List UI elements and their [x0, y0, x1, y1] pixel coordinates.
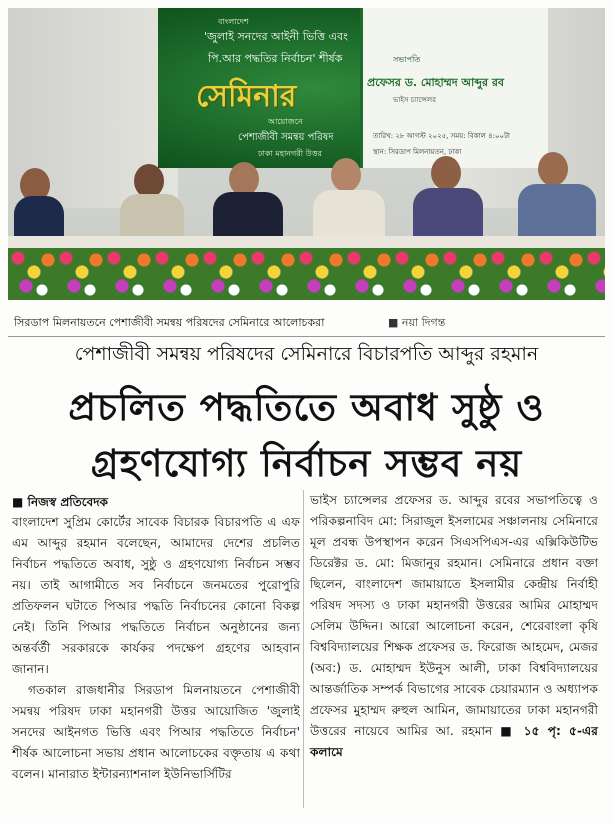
column-divider — [303, 490, 304, 808]
banner-topic-line2: পি.আর পদ্ধতির নির্বাচন' শীর্ষক — [208, 52, 343, 65]
caption-divider — [8, 336, 605, 337]
paragraph-2: গতকাল রাজধানীর সিরডাপ মিলনায়তনে পেশাজীবী সমন্বয় পরিষদ ঢাকা মহানগরী উত্তর আয়োজিত 'জুলাই সনদের আইনগত ভিত্তি এবং পিআর পদ্ধতিতে নির্বাচন' শীর্ষক আলোচনা সভায় প্রধান আলোচকের বক্তৃতায় এ কথা বলেন। মানারাত ইন্টারন্যাশনাল ইউনিভার্সিটির — [12, 683, 300, 781]
banner-organizer-top: বাংলাদেশ — [218, 17, 249, 26]
banner-chair-name: প্রফেসর ড. মোহাম্মদ আব্দুর রব — [367, 76, 505, 89]
photo-caption — [8, 312, 605, 332]
caption-text: সিরডাপ মিলনায়তনে পেশাজীবী সমন্বয় পরিষদের সেমিনারে আলোচকরা — [14, 316, 325, 329]
banner-date: তারিখ: ২৮ আগস্ট ২০২৫, সময়: বিকাল ৪:০০টা — [373, 132, 510, 140]
banner-seminar-title: সেমিনার — [196, 79, 297, 114]
caption-source: ■ নয়া দিগন্ত — [388, 316, 446, 329]
byline: ■ নিজস্ব প্রতিবেদক — [12, 495, 108, 509]
headline-line1: প্রচলিত পদ্ধতিতে অবাধ সুষ্ঠু ও — [68, 386, 545, 429]
shoulder-headline: পেশাজীবী সমন্বয় পরিষদের সেমিনারে বিচারপতি আব্দুর রহমান — [74, 343, 539, 365]
seminar-photo — [8, 8, 605, 300]
banner-place: স্থান: সিরডাপ মিলনায়তন, ঢাকা — [373, 148, 462, 156]
flower-arrangement — [8, 248, 605, 300]
banner-topic-line1: 'জুলাই সনদের আইনী ভিত্তি এবং — [204, 30, 348, 43]
seminar-banner — [158, 8, 548, 168]
paragraph-1: বাংলাদেশ সুপ্রিম কোর্টের সাবেক বিচারক বিচারপতি এ এফ এম আব্দুর রহমান বলেছেন, আমাদের দেশের প্রচলিত নির্বাচন পদ্ধতিতে অবাধ, সুষ্ঠু ও গ্রহণযোগ্য নির্বাচন সম্ভব নয়। তাই আগামীতে সব নির্বাচনে জনমতের পুরোপুরি প্রতিফলন ঘটাতে পিআর পদ্ধতি নির্বাচনের কোনো বিকল্প নেই। তিনি পিআর পদ্ধতিতে নির্বাচন অনুষ্ঠানের জন্য অন্তর্বর্তী সরকারকে কার্যকর পদক্ষেপ গ্রহণের আহবান জানান। — [12, 515, 300, 676]
banner-chair-title: ভাইস চ্যান্সেলর — [393, 96, 436, 104]
banner-organizer-label: আয়োজনে — [268, 117, 303, 126]
banner-chair-label: সভাপতি — [393, 55, 421, 64]
banner-side-panel — [360, 8, 548, 168]
continued-link[interactable]: ■ ১৫ পৃ: ৫-এর কলামে — [310, 724, 598, 759]
banner-organizer: পেশাজীবী সমন্বয় পরিষদ — [238, 132, 334, 143]
banner-venue-city: ঢাকা মহানগরী উত্তর — [258, 149, 322, 158]
headline-line2: গ্রহণযোগ্য নির্বাচন সম্ভব নয় — [90, 442, 523, 485]
paragraph-3: ভাইস চ্যান্সেলর প্রফেসর ড. আব্দুর রবের সভাপতিত্বে ও পরিকল্পনাবিদ মো: সিরাজুল ইসলামের সঞ্চালনায় সেমিনারে মূল প্রবন্ধ উপস্থাপন করেন সিএসপিএস-এর এক্সিকিউটিভ ডিরেক্টর ড. মো: মিজানুর রহমান। সেমিনারে প্রধান বক্তা ছিলেন, বাংলাদেশ জামায়াতে ইসলামীর কেন্দ্রীয় নির্বাহী পরিষদ সদস্য ও ঢাকা মহানগরী উত্তরের আমির মোহাম্মদ সেলিম উদ্দিন। আরো আলোচনা করেন, শেরেবাংলা কৃষি বিশ্ববিদ্যালয়ের শিক্ষক প্রফেসর ড. ফিরোজ আহমেদ, মেজর (অব:) ড. মোহাম্মদ ইউনুস আলী, ঢাকা বিশ্ববিদ্যালয়ের আন্তর্জাতিক সম্পর্ক বিভাগের সাবেক চেয়ারম্যান ও অধ্যাপক প্রফেসর মুহাম্মদ রুহুল আমিন, জামায়াতের ঢাকা মহানগরী উত্তরের নায়েবে আমির আ. রহমান — [310, 493, 598, 738]
article-column-left — [12, 512, 300, 785]
article-column-right — [310, 490, 598, 763]
